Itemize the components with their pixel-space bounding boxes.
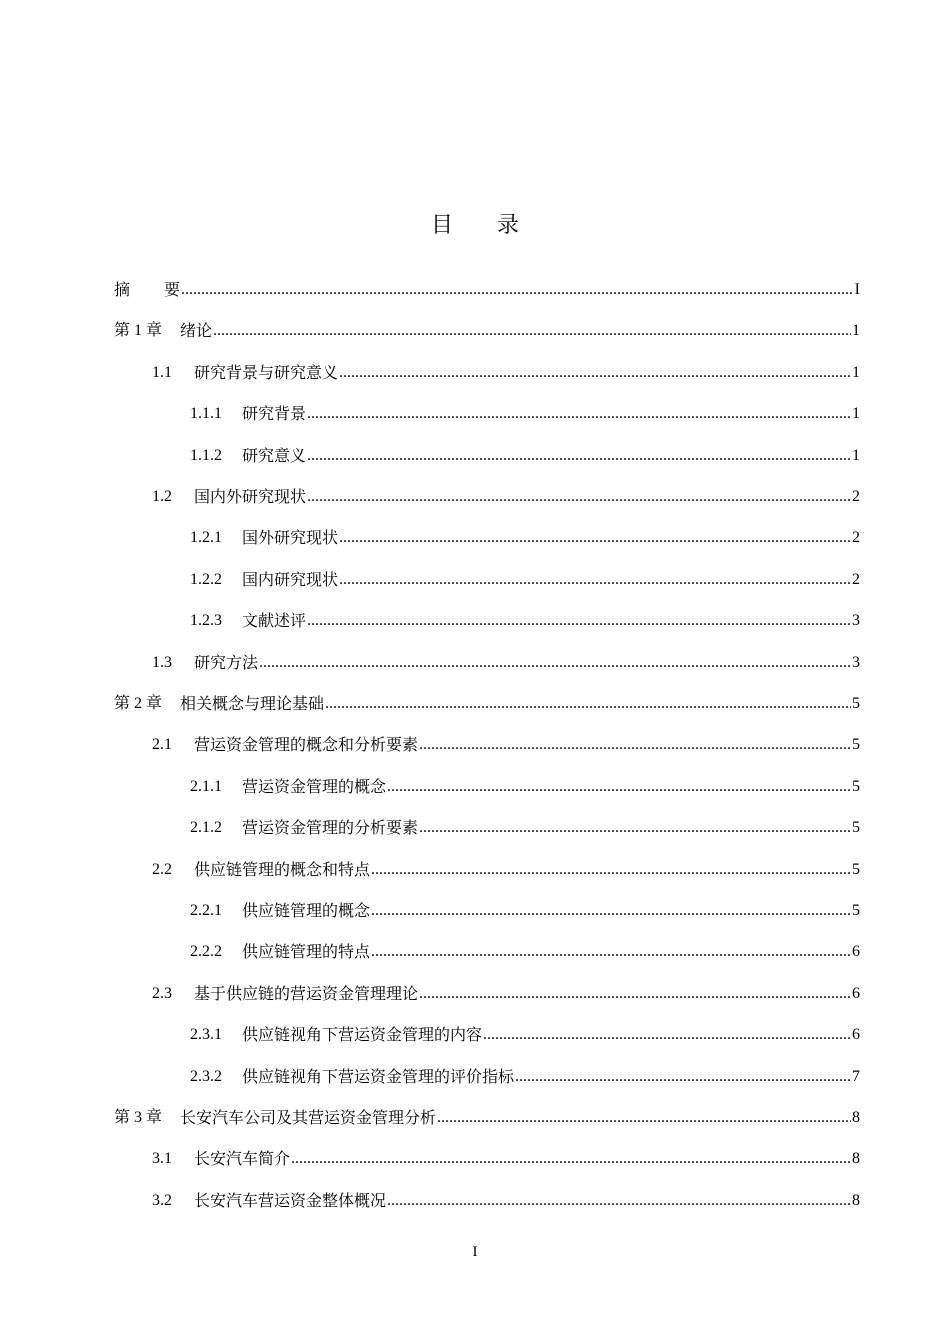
toc-dot-leader [371,940,851,964]
toc-entry-number: 1.2.3 [190,612,222,629]
toc-entry[interactable] [114,319,860,343]
toc-entry-title: 营运资金管理的概念 [242,777,387,796]
toc-entry[interactable] [152,982,860,1006]
toc-entry-page: 3 [852,654,860,671]
toc-entry-number: 2.1.2 [190,819,222,836]
toc-entry-page: 2 [852,571,860,588]
toc-dot-leader [259,651,851,675]
toc-entry[interactable] [190,526,860,550]
toc-entry-page: 5 [852,861,860,878]
toc-entry-title: 国内外研究现状 [194,487,307,506]
toc-entry-title: 研究方法 [194,653,259,672]
toc-entry[interactable] [152,733,860,757]
toc-dot-leader [387,775,851,799]
toc-entry-page: 3 [852,612,860,629]
toc-entry-page: 2 [852,529,860,546]
toc-dot-leader [307,609,851,633]
chapter-prefix: 第 [114,693,131,712]
toc-entry[interactable] [114,1106,860,1130]
toc-entry-page: 8 [852,1192,860,1209]
page-number: I [472,1244,478,1260]
toc-dot-leader [339,361,851,385]
toc-entry-title: 长安汽车公司及其营运资金管理分析 [180,1108,437,1127]
toc-entry[interactable] [190,609,860,633]
toc-entry-number: 2.3 [152,985,172,1002]
toc-entry-number [114,318,162,343]
toc-entry[interactable] [152,1147,860,1171]
toc-entry-title: 供应链管理的特点 [242,942,371,961]
chapter-suffix: 章 [146,693,163,712]
toc-entry-title: 供应链视角下营运资金管理的评价指标 [242,1067,515,1086]
toc-entry-title: 国外研究现状 [242,528,339,547]
toc-entry-number: 1.3 [152,654,172,671]
chapter-prefix: 第 [114,1107,131,1126]
chapter-number: 1 [134,322,143,339]
toc-entry-number [114,1105,162,1130]
toc-entry-title: 国内研究现状 [242,570,339,589]
toc-entry-title: 长安汽车营运资金整体概况 [194,1191,387,1210]
chapter-number: 3 [134,1109,143,1126]
abstract-char-1: 摘 [114,280,131,299]
toc-entry-number: 2.3.2 [190,1068,222,1085]
toc-entry-title: 研究背景 [242,404,307,423]
toc-entry-number: 2.1.1 [190,778,222,795]
toc-entry[interactable] [152,858,860,882]
toc-dot-leader [419,816,851,840]
toc-entry[interactable] [190,899,860,923]
toc-dot-leader [307,444,851,468]
toc-entry-title: 相关概念与理论基础 [180,694,325,713]
toc-entry[interactable] [190,775,860,799]
toc-entry[interactable] [152,651,860,675]
toc-entry-page: 5 [852,695,860,712]
toc-entry[interactable] [190,402,860,426]
toc-dot-leader [419,733,851,757]
toc-entry-title: 基于供应链的营运资金管理理论 [194,984,419,1003]
toc-entry[interactable] [190,568,860,592]
toc-entry-title: 供应链视角下营运资金管理的内容 [242,1025,483,1044]
toc-dot-leader [387,1189,851,1213]
toc-entry-page: 1 [852,405,860,422]
toc-entry-title: 供应链管理的概念和特点 [194,860,371,879]
toc-dot-leader [515,1065,851,1089]
toc-entry-page: 8 [852,1109,860,1126]
toc-dot-leader [419,982,851,1006]
toc-dot-leader [307,402,851,426]
toc-entry[interactable] [114,278,860,302]
toc-entry-page: 1 [852,322,860,339]
toc-entry-title: 文献述评 [242,611,307,630]
toc-entry-number: 1.2.2 [190,571,222,588]
toc-entry-title: 研究意义 [242,446,307,465]
toc-entry[interactable] [114,692,860,716]
toc-dot-leader [325,692,851,716]
toc-entry-title: 研究背景与研究意义 [194,363,339,382]
toc-dot-leader [339,568,851,592]
title-char-2: 录 [497,213,520,238]
toc-dot-leader [213,319,851,343]
toc-entry-page: 6 [852,1026,860,1043]
toc-dot-leader [371,899,851,923]
toc-entry-title: 绪论 [180,321,213,340]
toc-entry[interactable] [190,444,860,468]
toc-entry-title: 供应链管理的概念 [242,901,371,920]
toc-entry-number: 1.2.1 [190,529,222,546]
toc-entry-page: 5 [852,819,860,836]
toc-entry-number: 3.2 [152,1192,172,1209]
toc-entry-number: 1.2 [152,488,172,505]
toc-dot-leader [339,526,851,550]
toc-dot-leader [307,485,851,509]
abstract-char-2: 要 [164,280,181,299]
toc-entry-number: 2.2.2 [190,943,222,960]
toc-entry-page: 6 [852,985,860,1002]
toc-entry-title [114,278,180,302]
title-char-1: 目 [430,213,453,238]
toc-dot-leader [181,278,854,302]
chapter-suffix: 章 [146,320,163,339]
toc-entry-title: 营运资金管理的概念和分析要素 [194,735,419,754]
toc-entry[interactable] [152,485,860,509]
toc-entry-page: 7 [852,1068,860,1085]
toc-entry-number: 1.1.2 [190,447,222,464]
toc-entry[interactable] [190,1065,860,1089]
toc-dot-leader [483,1023,851,1047]
toc-entry-page: 5 [852,778,860,795]
toc-entry-page: 6 [852,943,860,960]
toc-entry-number: 3.1 [152,1150,172,1167]
toc-entry[interactable] [190,940,860,964]
toc-entry-number: 1.1 [152,364,172,381]
chapter-suffix: 章 [146,1107,163,1126]
toc-entry-page: 5 [852,902,860,919]
chapter-number: 2 [134,695,143,712]
toc-entry-page: 1 [852,364,860,381]
toc-entry-number: 2.3.1 [190,1026,222,1043]
toc-dot-leader [437,1106,851,1130]
page-title [0,210,950,242]
chapter-prefix: 第 [114,320,131,339]
toc-entry-page: 1 [852,447,860,464]
toc-entry[interactable] [190,1023,860,1047]
toc-entry-page: I [854,281,860,298]
toc-entry[interactable] [152,361,860,385]
toc-entry-number [114,691,162,716]
toc-entry-title: 营运资金管理的分析要素 [242,818,419,837]
toc-entry-number: 2.2 [152,861,172,878]
toc-dot-leader [371,858,851,882]
toc-entry-page: 2 [852,488,860,505]
toc-entry[interactable] [190,816,860,840]
toc-entry-number: 2.2.1 [190,902,222,919]
toc-entry-number: 2.1 [152,736,172,753]
toc-entry-number: 1.1.1 [190,405,222,422]
toc-entry-title: 长安汽车简介 [194,1149,291,1168]
toc-entry[interactable] [152,1189,860,1213]
toc-entry-page: 8 [852,1150,860,1167]
toc-entry-page: 5 [852,736,860,753]
toc-dot-leader [291,1147,851,1171]
